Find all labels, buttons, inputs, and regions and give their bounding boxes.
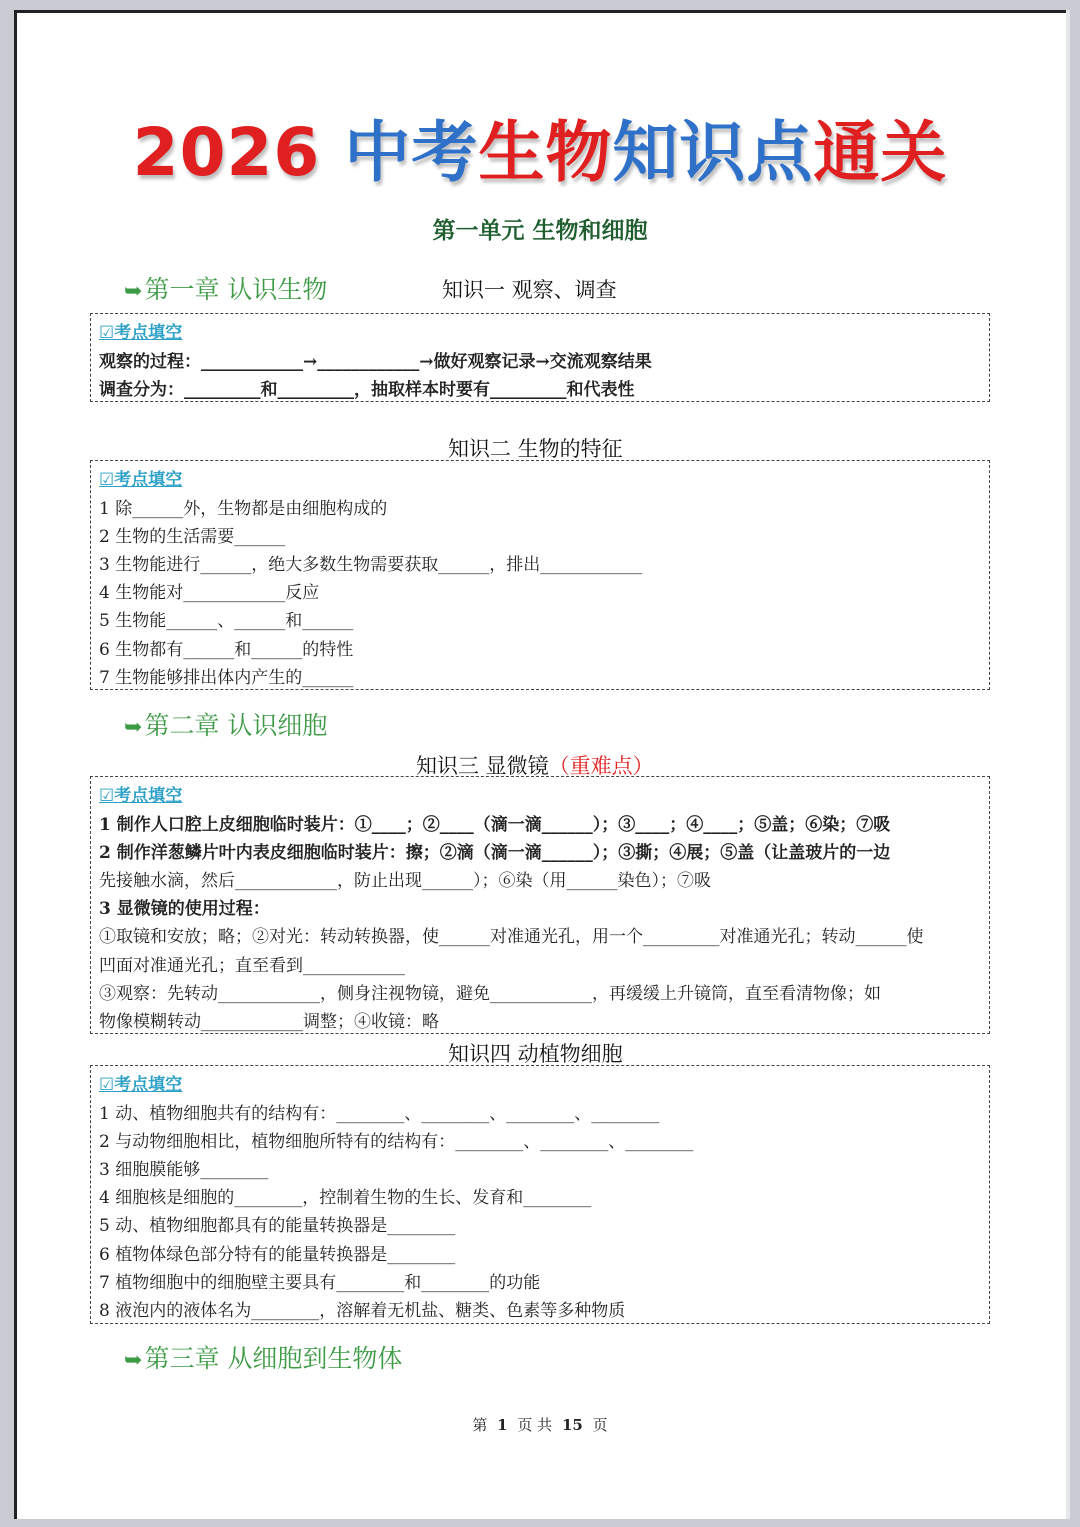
box3-line-5: ①取镜和安放；略；②对光：转动转换器，使______对准通光孔，用一个_________对准通光孔；转动______使 [99, 927, 924, 947]
box2-line-3: 3 生物能进行______，绝大多数生物需要获取______，排出____________ [99, 555, 643, 575]
box3-line-7: ③观察：先转动____________，侧身注视物镜，避免____________，再缓缓上升镜筒，直至看清物像；如 [99, 984, 881, 1004]
box2-line-4: 4 生物能对____________反应 [99, 583, 320, 603]
fill-blank-tag: ☑考点填空 [99, 786, 183, 806]
box4-line-4: 4 细胞核是细胞的________，控制着生物的生长、发育和________ [99, 1188, 592, 1208]
box3-line-8: 物像模糊转动____________调整；④收镜：略 [99, 1012, 439, 1032]
box3-line-6: 凹面对准通光孔；直至看到____________ [99, 956, 405, 976]
title-knowledge: 知识点 [612, 114, 814, 191]
arrow-icon: ➥ [124, 715, 143, 740]
footer-mid: 页 共 [517, 1416, 553, 1434]
fill-box-2 [90, 460, 990, 690]
box4-line-1: 1 动、植物细胞共有的结构有：________、________、________、________ [99, 1104, 660, 1124]
knowledge-2-heading: 知识二 生物的特征 [448, 437, 623, 461]
fill-box-3 [90, 776, 990, 1034]
box3-line-4: 3 显微镜的使用过程： [99, 899, 270, 919]
unit-title: 第一单元 生物和细胞 [432, 218, 648, 244]
box4-line-2: 2 与动物细胞相比，植物细胞所特有的结构有：________、________、________ [99, 1132, 694, 1152]
document-title [0, 108, 1080, 198]
chapter-2-label: 第二章 认识细胞 [144, 711, 328, 740]
box2-line-7: 7 生物能够排出体内产生的______ [99, 668, 354, 688]
chapter-1-label: 第一章 认识生物 [144, 275, 328, 304]
page-footer [0, 1414, 1080, 1435]
key-difficulty-tag: （重难点） [548, 754, 654, 778]
arrow-icon: ➥ [124, 279, 143, 304]
box4-line-3: 3 细胞膜能够________ [99, 1160, 269, 1180]
arrow-icon: ➥ [124, 1348, 143, 1373]
knowledge-4-heading: 知识四 动植物细胞 [448, 1042, 623, 1066]
box4-line-8: 8 液泡内的液体名为________，溶解着无机盐、糖类、色素等多种物质 [99, 1301, 626, 1321]
footer-page-number: 1 [497, 1416, 508, 1434]
fill-box-1 [90, 313, 990, 402]
box1-line-1: 观察的过程：____________→____________→做好观察记录→交流观察结果 [99, 352, 652, 372]
box2-line-1: 1 除______外，生物都是由细胞构成的 [99, 499, 388, 519]
title-pass: 通关 [813, 114, 948, 191]
box4-line-7: 7 植物细胞中的细胞壁主要具有________和________的功能 [99, 1273, 541, 1293]
title-year: 2026 [132, 114, 345, 191]
fill-blank-tag: ☑考点填空 [99, 323, 183, 343]
box3-line-3: 先接触水滴，然后____________，防止出现______）；⑥染（用______染色）；⑦吸 [99, 871, 711, 891]
chapter-1-heading [124, 270, 327, 306]
fill-box-4 [90, 1065, 990, 1324]
box3-line-1: 1 制作人口腔上皮细胞临时装片：①____；②____（滴一滴______）；③____；④____；⑤盖；⑥染；⑦吸 [99, 815, 891, 835]
title-subject: 生物 [478, 114, 613, 191]
footer-prefix: 第 [472, 1416, 488, 1434]
box4-line-6: 6 植物体绿色部分特有的能量转换器是________ [99, 1245, 456, 1265]
footer-suffix: 页 [592, 1416, 608, 1434]
box1-line-2: 调查分为：_________和_________，抽取样本时要有_________和代表性 [99, 380, 635, 400]
box3-line-2: 2 制作洋葱鳞片叶内表皮细胞临时装片：擦；②滴（滴一滴______）；③撕；④展；⑤盖（让盖玻片的一边 [99, 843, 891, 863]
box2-line-5: 5 生物能______、______和______ [99, 611, 354, 631]
chapter-2-heading [124, 706, 327, 742]
knowledge-3-label: 知识三 显微镜 [416, 754, 549, 778]
box2-line-2: 2 生物的生活需要______ [99, 527, 286, 547]
chapter-3-label: 第三章 从细胞到生物体 [144, 1344, 403, 1373]
box4-line-5: 5 动、植物细胞都具有的能量转换器是________ [99, 1216, 456, 1236]
knowledge-1-heading: 知识一 观察、调查 [442, 278, 617, 302]
fill-blank-tag: ☑考点填空 [99, 1075, 183, 1095]
title-exam: 中考 [344, 114, 479, 191]
box2-line-6: 6 生物都有______和______的特性 [99, 640, 354, 660]
fill-blank-tag: ☑考点填空 [99, 470, 183, 490]
footer-total-pages: 15 [561, 1416, 583, 1434]
chapter-3-heading [124, 1339, 402, 1375]
